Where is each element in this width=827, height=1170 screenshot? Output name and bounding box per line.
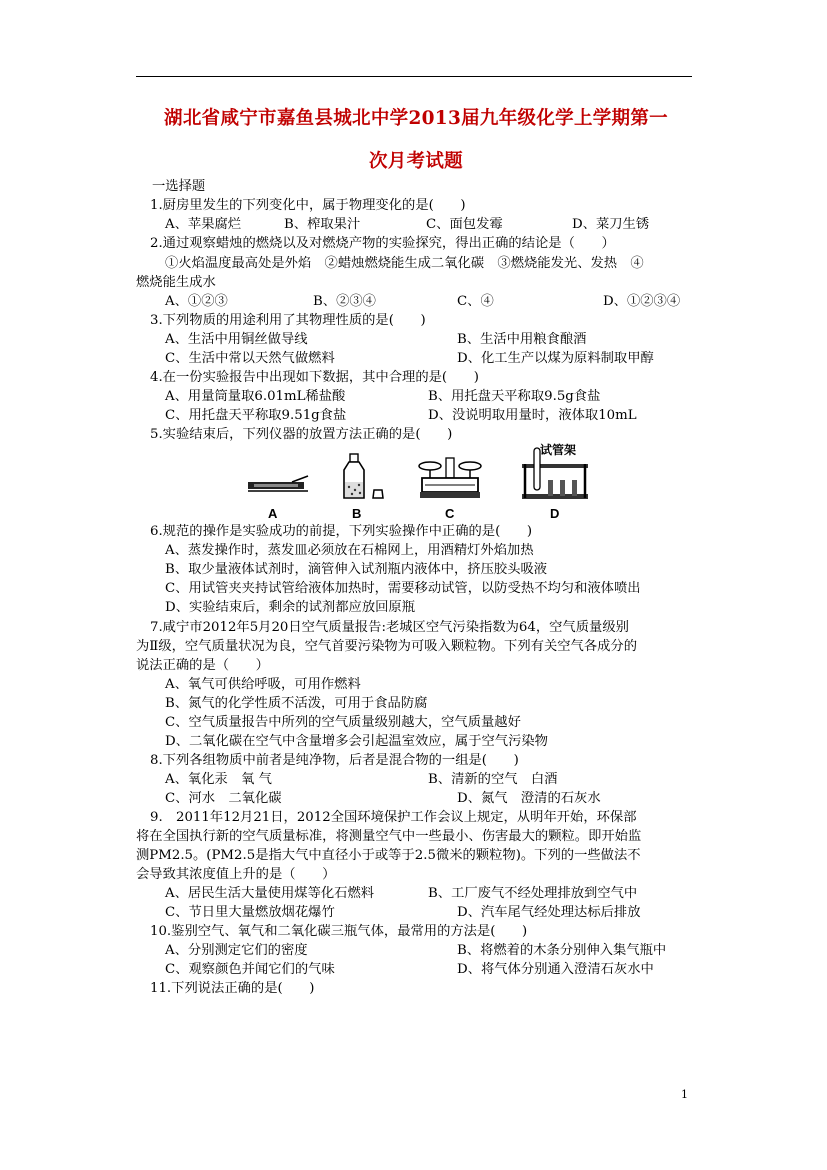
question-10-stem: 10.鉴别空气、氧气和二氧化碳三瓶气体，最常用的方法是( ) [150, 924, 528, 939]
question-5-stem: 5.实验结束后，下列仪器的放置方法正确的是( ) [150, 427, 453, 442]
question-3-option-d: D、化工生产以煤为原料制取甲醇 [457, 351, 654, 366]
question-2-stem-line-3: 燃烧能生成水 [136, 275, 216, 290]
question-6-stem: 6.规范的操作是实验成功的前提，下列实验操作中正确的是( ) [150, 524, 533, 539]
question-9-option-d: D、汽车尾气经处理达标后排放 [457, 905, 641, 920]
question-2-option-d: D、①②③④ [603, 294, 681, 309]
question-1-option-d: D、菜刀生锈 [572, 217, 650, 232]
test-tube-lying-icon [248, 476, 308, 491]
question-9-stem-line-3: 测PM2.5。(PM2.5是指大气中直径小于或等于2.5微米的颗粒物)。下列的一些做法不 [136, 848, 641, 863]
question-10-option-c: C、观察颜色并闻它们的气味 [165, 962, 335, 977]
section-heading: 一选择题 [152, 179, 206, 194]
question-9-option-b: B、工厂废气不经处理排放到空气中 [428, 886, 638, 901]
question-2-stem-line-2: ①火焰温度最高处是外焰 ②蜡烛燃烧能生成二氧化碳 ③燃烧能发光、发热 ④ [165, 256, 644, 271]
balance-scale-icon [419, 458, 481, 498]
question-10-option-d: D、将气体分别通入澄清石灰水中 [457, 962, 654, 977]
question-7-option-c: C、空气质量报告中所列的空气质量级别越大，空气质量越好 [165, 715, 521, 730]
question-9-stem: 9. 2011年12月21日，2012全国环境保护工作会议上规定，从明年开始，环保部 [150, 810, 637, 825]
question-1-option-c: C、面包发霉 [426, 217, 503, 232]
question-2-stem: 2.通过观察蜡烛的燃烧以及对燃烧产物的实验探究，得出正确的结论是（ ） [150, 236, 615, 251]
figure-label-b: B [352, 506, 362, 521]
figure-label-a: A [268, 506, 278, 521]
question-7-stem: 7.咸宁市2012年5月20日空气质量报告:老城区空气污染指数为64，空气质量级别 [150, 620, 629, 635]
question-8-option-c: C、河水 二氧化碳 [165, 791, 282, 806]
question-7-option-b: B、氮气的化学性质不活泼，可用于食品防腐 [165, 696, 428, 711]
header-rule [136, 76, 692, 77]
question-7-option-d: D、二氧化碳在空气中含量增多会引起温室效应，属于空气污染物 [165, 734, 548, 749]
question-6-option-b: B、取少量液体试剂时，滴管伸入试剂瓶内液体中，挤压胶头吸液 [165, 562, 548, 577]
question-8-option-a: A、氧化汞 氧 气 [165, 772, 272, 787]
question-10-option-a: A、分别测定它们的密度 [165, 943, 308, 958]
question-10-option-b: B、将燃着的木条分别伸入集气瓶中 [457, 943, 667, 958]
figure-label-d: D [550, 506, 560, 521]
question-8-option-d: D、氮气 澄清的石灰水 [457, 791, 601, 806]
question-11-stem: 11.下列说法正确的是( ) [150, 981, 315, 996]
question-2-option-c: C、④ [457, 294, 494, 309]
question-1-option-a: A、苹果腐烂 [165, 217, 242, 232]
question-3-stem: 3.下列物质的用途利用了其物理性质的是( ) [150, 313, 426, 328]
question-4-option-a: A、用量筒量取6.01mL稀盐酸 [165, 389, 346, 404]
rack-label: 试管架 [540, 443, 577, 457]
question-1-stem: 1.厨房里发生的下列变化中，属于物理变化的是( ) [150, 198, 466, 213]
question-4-option-b: B、用托盘天平称取9.5g食盐 [428, 389, 601, 404]
question-7-stem-line-3: 说法正确的是（ ） [136, 658, 269, 673]
page-title-line-2: 次月考试题 [368, 151, 463, 172]
question-1-option-b: B、榨取果汁 [284, 217, 361, 232]
question-8-option-b: B、清新的空气 白酒 [428, 772, 558, 787]
question-4-option-c: C、用托盘天平称取9.51g食盐 [165, 408, 347, 423]
question-9-option-a: A、居民生活大量使用煤等化石燃料 [165, 886, 375, 901]
question-3-option-a: A、生活中用铜丝做导线 [165, 332, 308, 347]
question-6-option-d: D、实验结束后，剩余的试剂都应放回原瓶 [165, 600, 416, 615]
question-8-stem: 8.下列各组物质中前者是纯净物，后者是混合物的一组是( ) [150, 753, 519, 768]
question-4-stem: 4.在一份实验报告中出现如下数据，其中合理的是( ) [150, 370, 479, 385]
question-9-stem-line-2: 将在全国执行新的空气质量标准，将测量空气中一些最小、伤害最大的颗粒。即开始监 [136, 829, 642, 844]
question-7-option-a: A、氧气可供给呼吸，可用作燃料 [165, 677, 361, 692]
question-3-option-b: B、生活中用粮食酿酒 [457, 332, 587, 347]
question-6-option-a: A、蒸发操作时，蒸发皿必须放在石棉网上，用酒精灯外焰加热 [165, 543, 534, 558]
page-title-line-1: 湖北省咸宁市嘉鱼县城北中学2013届九年级化学上学期第一 [164, 108, 668, 129]
figure-label-c: C [445, 506, 455, 521]
page-number: 1 [681, 1088, 688, 1101]
question-7-stem-line-2: 为Ⅱ级，空气质量状况为良，空气首要污染物为可吸入颗粒物。下列有关空气各成分的 [136, 639, 638, 654]
question-3-option-c: C、生活中常以天然气做燃料 [165, 351, 335, 366]
question-4-option-d: D、没说明取用量时，液体取10mL [428, 408, 637, 423]
question-6-option-c: C、用试管夹夹持试管给液体加热时，需要移动试管，以防受热不均匀和液体喷出 [165, 581, 641, 596]
question-2-option-a: A、①②③ [165, 294, 228, 309]
question-9-option-c: C、节日里大量燃放烟花爆竹 [165, 905, 335, 920]
question-9-stem-line-4: 会导致其浓度值上升的是（ ） [136, 867, 336, 882]
question-2-option-b: B、②③④ [313, 294, 376, 309]
lab-equipment-figure [240, 440, 600, 522]
reagent-bottle-icon [344, 454, 383, 498]
